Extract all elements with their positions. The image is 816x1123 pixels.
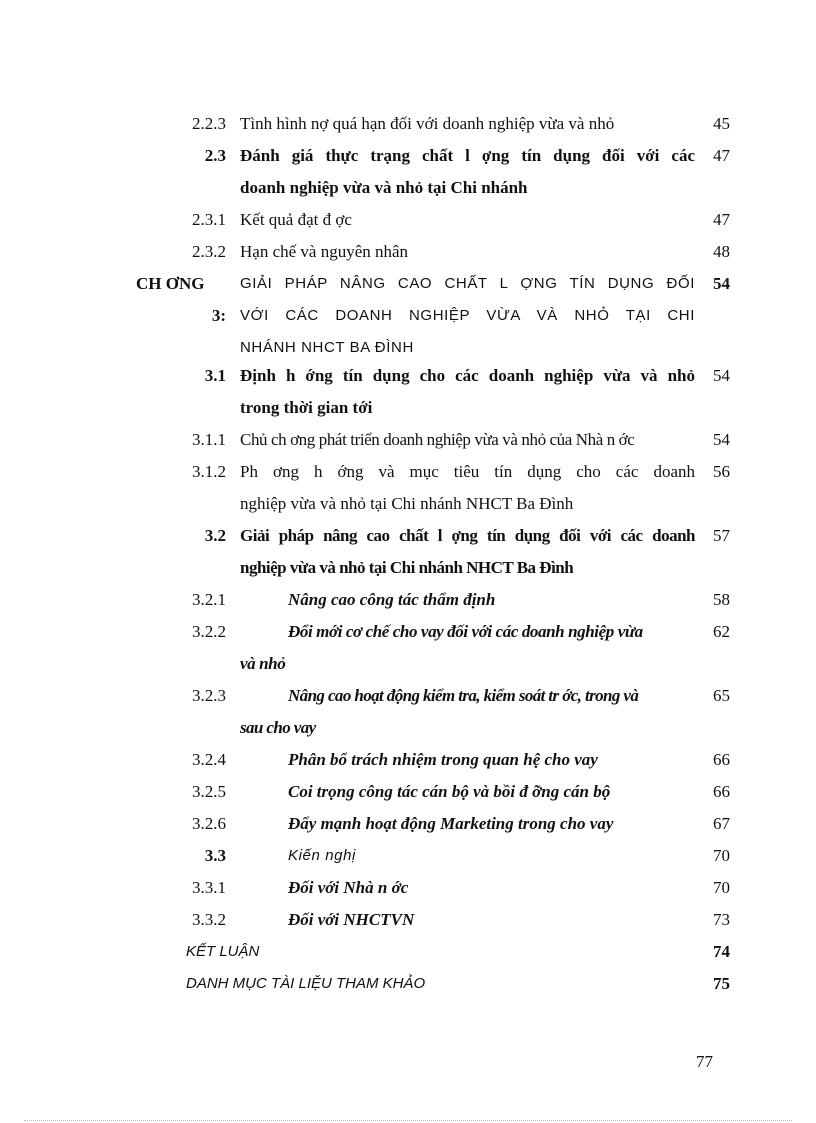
references-title: DANH MỤC TÀI LIỆU THAM KHẢO <box>186 975 426 992</box>
toc-page-number: 73 <box>713 910 730 929</box>
toc-page-number: 75 <box>713 974 730 993</box>
toc-title-continued: VỚI CÁC DOANH NGHIỆP VỪA VÀ NHỎ TẠI CHI <box>240 307 695 324</box>
toc-title: Kết quả đạt đ ợc <box>240 210 352 229</box>
toc-title-continued: sau cho vay <box>240 718 316 737</box>
toc-page-number: 67 <box>713 814 730 833</box>
toc-title: Đánh giá thực trạng chất l ợng tín dụng đối với các <box>240 146 695 165</box>
toc-number: 3.2.5 <box>192 782 226 801</box>
toc-title: Coi trọng công tác cán bộ và bồi đ ỡng cán bộ <box>288 782 611 801</box>
toc-page-number: 47 <box>713 210 730 229</box>
toc-number: 3.1.2 <box>192 462 226 481</box>
toc-number: 3.1.1 <box>192 430 226 449</box>
toc-page-number: 57 <box>713 526 730 545</box>
toc-page-number: 65 <box>713 686 730 705</box>
toc-number: 3.2.2 <box>192 622 226 641</box>
toc-title: Nâng cao hoạt động kiểm tra, kiểm soát tr ớc, trong và <box>288 686 639 705</box>
toc-page-number: 54 <box>713 274 730 293</box>
toc-title: Đẩy mạnh hoạt động Marketing trong cho vay <box>288 814 614 833</box>
toc-number: 3.2.3 <box>192 686 226 705</box>
toc-title-continued: doanh nghiệp vừa và nhỏ tại Chi nhánh <box>240 178 528 197</box>
toc-title: Giải pháp nâng cao chất l ợng tín dụng đối với các doanh <box>240 526 695 545</box>
toc-number: 3.2.6 <box>192 814 226 833</box>
toc-title: Chủ ch ơng phát triển doanh nghiệp vừa và nhỏ của Nhà n ớc <box>240 430 635 449</box>
toc-page-number: 54 <box>713 430 730 449</box>
bottom-dotted-border <box>24 1120 792 1121</box>
toc-page-number: 54 <box>713 366 730 385</box>
toc-title: Đối với Nhà n ớc <box>288 878 409 897</box>
toc-page-number: 58 <box>713 590 730 609</box>
toc-title: Đổi mới cơ chế cho vay đối với các doanh nghiệp vừa <box>288 622 643 641</box>
toc-title-continued: và nhỏ <box>240 654 286 673</box>
toc-title: Hạn chế và nguyên nhân <box>240 242 409 261</box>
toc-page-number: 48 <box>713 242 730 261</box>
toc-number: 3.2.4 <box>192 750 226 769</box>
toc-number: 3.3.1 <box>192 878 226 897</box>
toc-title: Nâng cao công tác thẩm định <box>288 590 496 609</box>
toc-number: 3.2 <box>204 526 226 545</box>
toc-page-number: 45 <box>713 114 730 133</box>
toc-title: Kiến nghị <box>288 847 356 864</box>
toc-number: 3.3 <box>204 846 226 865</box>
toc-number: 2.3 <box>204 146 226 165</box>
toc-page-number: 66 <box>713 782 730 801</box>
toc-title: Ph ơng h ớng và mục tiêu tín dụng cho các doanh <box>240 462 695 481</box>
toc-number: 3.2.1 <box>192 590 226 609</box>
toc-page-number: 66 <box>713 750 730 769</box>
toc-number: 2.3.1 <box>192 210 226 229</box>
toc-number: 3.1 <box>204 366 226 385</box>
toc-title: Tình hình nợ quá hạn đối với doanh nghiệp vừa và nhỏ <box>240 114 615 133</box>
toc-title-continued: trong thời gian tới <box>240 398 373 417</box>
toc-title-continued: nghiệp vừa và nhỏ tại Chi nhánh NHCT Ba Đình <box>240 558 574 577</box>
toc-title: GIẢI PHÁP NÂNG CAO CHẤT L ỢNG TÍN DỤNG ĐỐI <box>240 275 695 292</box>
chapter-label: CH ƠNG <box>136 274 205 293</box>
toc-number: 2.3.2 <box>192 242 226 261</box>
toc-page-number: 62 <box>713 622 730 641</box>
toc-page-number: 56 <box>713 462 730 481</box>
toc-title-continued: NHÁNH NHCT BA ĐÌNH <box>240 339 414 356</box>
toc-page-number: 70 <box>713 878 730 897</box>
toc-number: 3.3.2 <box>192 910 226 929</box>
toc-title-continued: nghiệp vừa và nhỏ tại Chi nhánh NHCT Ba Đình <box>240 494 574 513</box>
toc-title: Đối với NHCTVN <box>288 910 415 929</box>
footer-page-number: 77 <box>696 1052 713 1071</box>
conclusion-title: KẾT LUẬN <box>186 943 260 960</box>
toc-title: Phân bổ trách nhiệm trong quan hệ cho vay <box>288 750 598 769</box>
toc-title: Định h ớng tín dụng cho các doanh nghiệp vừa và nhỏ <box>240 366 695 385</box>
toc-number: 2.2.3 <box>192 114 226 133</box>
chapter-number: 3: <box>211 306 226 325</box>
toc-page-number: 70 <box>713 846 730 865</box>
toc-page-number: 74 <box>713 942 730 961</box>
toc-page-number: 47 <box>713 146 730 165</box>
